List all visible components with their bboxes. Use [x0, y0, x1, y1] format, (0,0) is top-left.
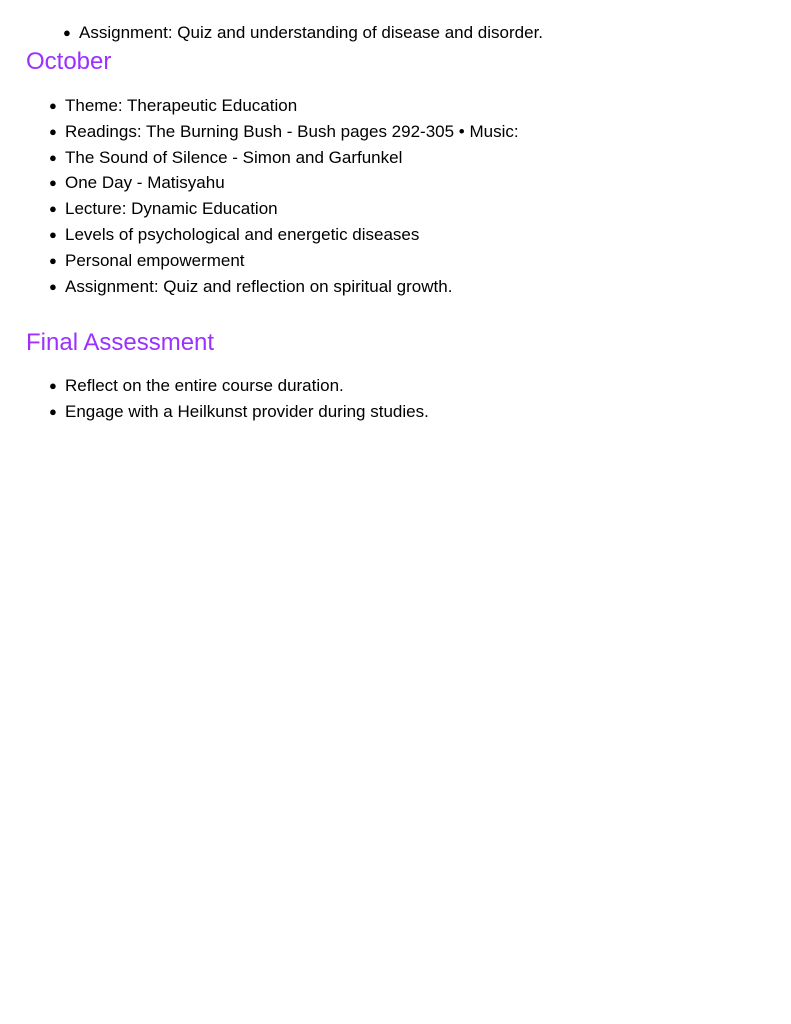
bullet-icon: ●	[49, 252, 57, 268]
final-assessment-list	[49, 373, 429, 425]
list-item-text: Levels of psychological and energetic diseases	[65, 224, 420, 244]
list-item-text: The Sound of Silence - Simon and Garfunkel	[65, 147, 403, 167]
bullet-icon: ●	[49, 149, 57, 165]
list-item-text: One Day - Matisyahu	[65, 173, 225, 193]
list-item-text: Assignment: Quiz and reflection on spiritual growth.	[65, 276, 453, 296]
list-item	[49, 196, 519, 222]
list-item	[49, 170, 519, 196]
october-list	[49, 93, 519, 299]
list-item	[49, 119, 519, 145]
list-item-text: Readings: The Burning Bush - Bush pages 292-305 • Music:	[65, 121, 519, 141]
list-item	[49, 145, 519, 171]
bullet-icon: ●	[49, 123, 57, 139]
list-item-text: Engage with a Heilkunst provider during studies.	[65, 401, 429, 421]
continued-list	[63, 20, 544, 46]
list-item-text: Personal empowerment	[65, 250, 245, 270]
list-item	[49, 373, 429, 399]
bullet-icon: ●	[49, 98, 57, 113]
bullet-icon: ●	[49, 278, 57, 294]
bullet-icon: ●	[49, 403, 57, 419]
bullet-icon: ●	[63, 25, 71, 40]
section-heading-october: October	[26, 48, 112, 75]
list-item-text: Theme: Therapeutic Education	[65, 96, 298, 115]
list-item-text: Lecture: Dynamic Education	[65, 199, 278, 219]
list-item	[49, 399, 429, 425]
list-item-text: Reflect on the entire course duration.	[65, 376, 344, 395]
bullet-icon: ●	[49, 201, 57, 217]
bullet-icon: ●	[49, 226, 57, 242]
list-item	[63, 20, 544, 46]
list-item	[49, 248, 519, 274]
list-item	[49, 222, 519, 248]
bullet-icon: ●	[49, 378, 57, 393]
list-item	[49, 274, 519, 300]
list-item	[49, 93, 519, 119]
section-heading-final-assessment: Final Assessment	[26, 329, 215, 356]
bullet-icon: ●	[49, 175, 57, 191]
list-item-text: Assignment: Quiz and understanding of disease and disorder.	[79, 23, 544, 42]
